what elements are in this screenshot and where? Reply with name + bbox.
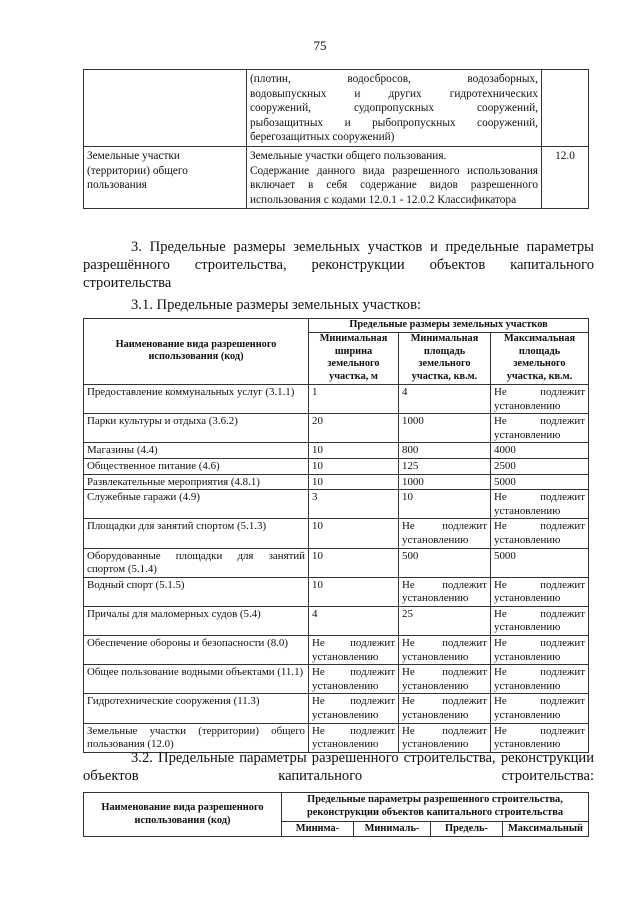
table-row: [84, 414, 589, 443]
max-area-cell: 5000: [491, 548, 589, 577]
min-width-cell: Не подлежит установлению: [309, 694, 399, 723]
section-heading-3-2-line1: [83, 749, 594, 785]
table-row: [84, 723, 589, 752]
table-cell: [247, 70, 542, 147]
cell-line: водовыпускных и других гидротехнических: [250, 87, 538, 100]
table-header-row: [84, 319, 589, 333]
row-name-cell: Общее пользование водными объектами (11.1): [84, 665, 309, 694]
min-width-cell: 10: [309, 548, 399, 577]
header-col: Предель-: [431, 821, 503, 837]
max-area-cell: Не подлежит установлению: [491, 723, 589, 752]
min-area-cell: Не подлежит установлению: [399, 519, 491, 548]
min-area-cell: 10: [399, 490, 491, 519]
min-width-cell: Не подлежит установлению: [309, 665, 399, 694]
table-cell: [84, 70, 247, 147]
min-width-cell: 4: [309, 606, 399, 635]
table-row: [84, 146, 589, 208]
header-min-area: Минимальная площадь земельного участка, кв.м.: [399, 332, 491, 384]
min-width-cell: 10: [309, 458, 399, 474]
table-row: [84, 577, 589, 606]
row-name-cell: Земельные участки (территории) общего пользования (12.0): [84, 723, 309, 752]
header-col: Максимальный: [503, 821, 589, 837]
max-area-cell: Не подлежит установлению: [491, 577, 589, 606]
row-name-cell: Гидротехнические сооружения (11.3): [84, 694, 309, 723]
header-name: Наименование вида разрешенного использования (код): [84, 793, 282, 837]
row-name-cell: Оборудованные площадки для занятий спортом (5.1.4): [84, 548, 309, 577]
min-area-cell: 1000: [399, 474, 491, 490]
min-area-cell: 4: [399, 384, 491, 413]
row-name-cell: Магазины (4.4): [84, 443, 309, 459]
max-area-cell: 4000: [491, 443, 589, 459]
row-name-cell: Водный спорт (5.1.5): [84, 577, 309, 606]
min-area-cell: 800: [399, 443, 491, 459]
max-area-cell: 5000: [491, 474, 589, 490]
row-name-cell: Развлекательные мероприятия (4.8.1): [84, 474, 309, 490]
max-area-cell: Не подлежит установлению: [491, 519, 589, 548]
table-row: [84, 665, 589, 694]
section-heading-3-1: 3.1. Предельные размеры земельных участков:: [131, 297, 422, 313]
table-header-row: [84, 793, 589, 822]
row-name-cell: Обеспечение обороны и безопасности (8.0): [84, 636, 309, 665]
max-area-cell: 2500: [491, 458, 589, 474]
cell-line: рыбозащитных и рыбопропускных сооружений,: [250, 116, 538, 129]
table-row: [84, 519, 589, 548]
table-row: [84, 474, 589, 490]
header-group: Предельные параметры разрешенного строительства, реконструкции объектов капитального строительства: [282, 793, 589, 822]
max-area-cell: Не подлежит установлению: [491, 414, 589, 443]
table-row: [84, 548, 589, 577]
max-area-cell: Не подлежит установлению: [491, 665, 589, 694]
min-width-cell: 20: [309, 414, 399, 443]
cell-line: берегозащитных сооружений): [250, 131, 395, 144]
table-cell: [542, 70, 589, 147]
min-area-cell: Не подлежит установлению: [399, 577, 491, 606]
min-area-cell: Не подлежит установлению: [399, 665, 491, 694]
table-row: [84, 694, 589, 723]
header-min-width: Минимальная ширина земельного участка, м: [309, 332, 399, 384]
min-width-cell: 1: [309, 384, 399, 413]
cell-line: Земельные участки общего пользования.: [250, 149, 447, 162]
min-width-cell: 10: [309, 443, 399, 459]
min-width-cell: 3: [309, 490, 399, 519]
cell-line: сооружений, судопропускных сооружений,: [250, 102, 538, 115]
min-width-cell: 10: [309, 519, 399, 548]
table-row: [84, 606, 589, 635]
table-cell: Земельные участки (территории) общего пользования: [84, 146, 247, 208]
max-area-cell: Не подлежит установлению: [491, 490, 589, 519]
min-width-cell: 10: [309, 474, 399, 490]
table-cell: 12.0: [542, 146, 589, 208]
table-cell: [247, 146, 542, 208]
max-area-cell: Не подлежит установлению: [491, 384, 589, 413]
min-area-cell: 500: [399, 548, 491, 577]
header-max-area: Максимальная площадь земельного участка, кв.м.: [491, 332, 589, 384]
row-name-cell: Предоставление коммунальных услуг (3.1.1): [84, 384, 309, 413]
max-area-cell: Не подлежит установлению: [491, 636, 589, 665]
min-area-cell: 25: [399, 606, 491, 635]
table-row: [84, 490, 589, 519]
table-row: [84, 636, 589, 665]
row-name-cell: Площадки для занятий спортом (5.1.3): [84, 519, 309, 548]
min-width-cell: Не подлежит установлению: [309, 636, 399, 665]
max-area-cell: Не подлежит установлению: [491, 694, 589, 723]
row-name-cell: Служебные гаражи (4.9): [84, 490, 309, 519]
section-heading-3: 3. Предельные размеры земельных участков и предельные параметры разрешённого строительства, реконструкции объектов капитального строительства: [83, 239, 594, 291]
min-area-cell: 1000: [399, 414, 491, 443]
table-row: [84, 458, 589, 474]
land-size-table: [83, 318, 589, 753]
min-width-cell: 10: [309, 577, 399, 606]
header-name: Наименование вида разрешенного использования (код): [84, 319, 309, 385]
min-area-cell: 125: [399, 458, 491, 474]
header-group: Предельные размеры земельных участков: [309, 319, 589, 333]
table-row: [84, 384, 589, 413]
cell-line: (плотин, водосбросов, водозаборных,: [250, 73, 538, 85]
header-col: Минималь-: [354, 821, 431, 837]
min-width-cell: Не подлежит установлению: [309, 723, 399, 752]
min-area-cell: Не подлежит установлению: [399, 723, 491, 752]
continuation-table: [83, 69, 589, 209]
min-area-cell: Не подлежит установлению: [399, 694, 491, 723]
row-name-cell: Общественное питание (4.6): [84, 458, 309, 474]
row-name-cell: Причалы для маломерных судов (5.4): [84, 606, 309, 635]
cell-text: Содержание данного вида разрешенного использования включает в себя содержание видов разрешенного использования с кодами 12.0.1 - 12.0.2 Классификатора: [250, 164, 538, 206]
row-name-cell: Парки культуры и отдыха (3.6.2): [84, 414, 309, 443]
section-heading-3-2: 3.2. Предельные параметры разрешенного строительства, реконструкции объектов капитального строительства:: [83, 750, 594, 784]
max-area-cell: Не подлежит установлению: [491, 606, 589, 635]
page-number: 75: [313, 38, 327, 53]
table-row: [84, 443, 589, 459]
header-col: Минима-: [282, 821, 354, 837]
table-row: [84, 70, 589, 147]
min-area-cell: Не подлежит установлению: [399, 636, 491, 665]
params-table: [83, 792, 589, 837]
